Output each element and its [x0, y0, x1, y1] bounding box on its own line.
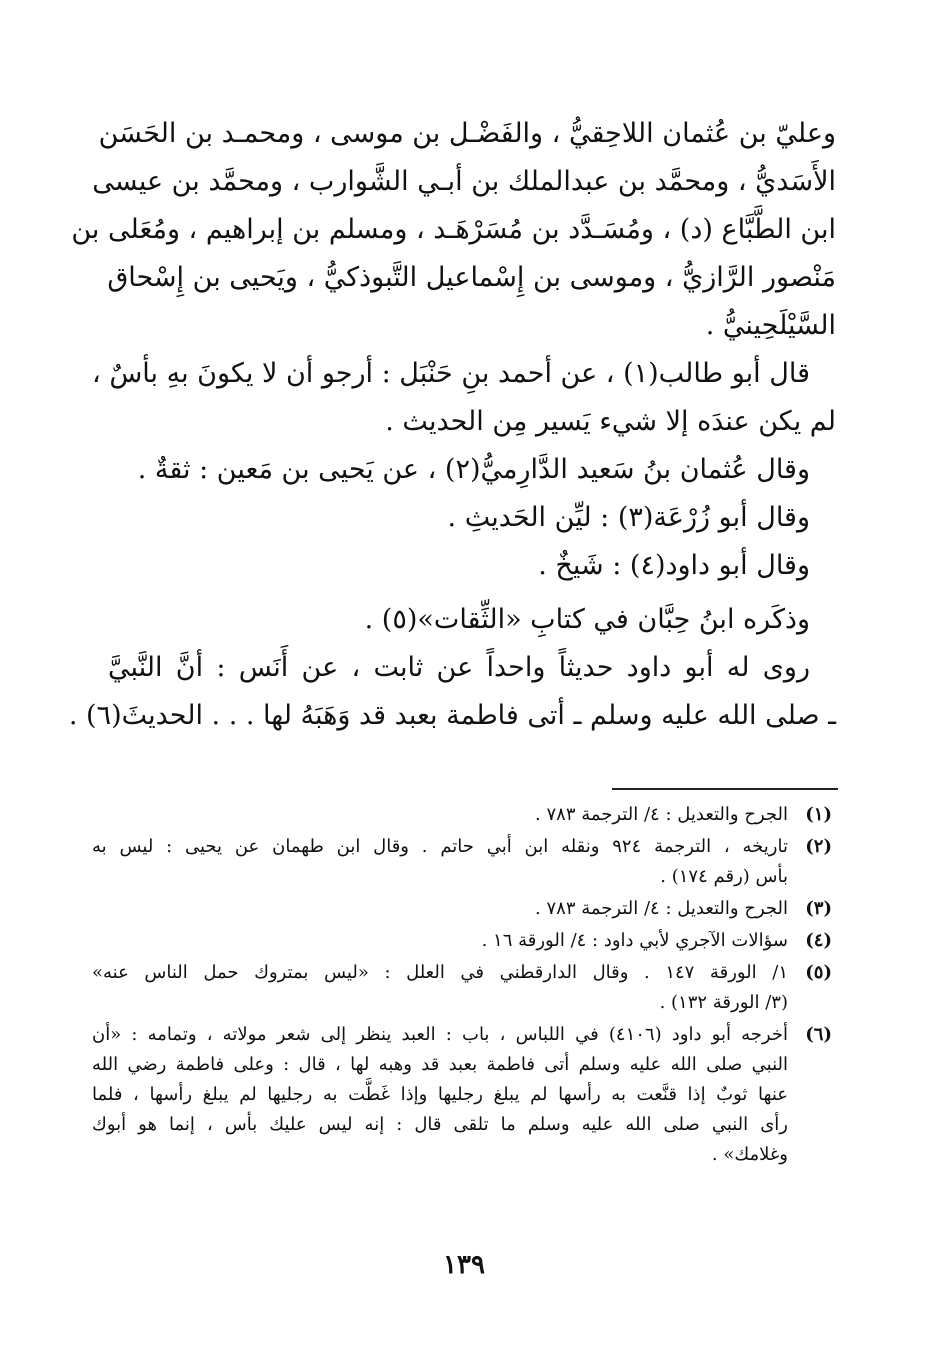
footnote	[92, 832, 832, 892]
paragraph-abu-dawud: وقال أبو داود(٤) : شَيخٌ .	[538, 550, 810, 581]
text-line: لم يكن عندَه إلا شيء يَسير مِن الحديث .	[385, 406, 836, 437]
footnote	[92, 1020, 832, 1170]
footnote-number: (٥)	[805, 962, 832, 983]
footnote-line: تاريخه ، الترجمة ٩٢٤ ونقله ابن أبي حاتم . وقال ابن طهمان عن يحيى : ليس به	[92, 836, 788, 857]
paragraph-hadith	[68, 644, 836, 740]
footnote-number: (٢)	[805, 836, 832, 857]
footnote	[92, 800, 832, 830]
footnote-line: أخرجه أبو داود (٤١٠٦) في اللباس ، باب : العبد ينظر إلى شعر مولاته ، وتمامه : «أن	[92, 1024, 788, 1045]
footnote-line: وغلامك» .	[711, 1144, 788, 1165]
footnote-number: (٣)	[805, 898, 832, 919]
paragraph-darimi: وقال عُثمان بنُ سَعيد الدَّارِميُّ(٢) ، عن يَحيى بن مَعين : ثقةٌ .	[137, 454, 810, 485]
footnotes	[92, 800, 832, 1172]
footnote-line: بأس (رقم ١٧٤) .	[660, 866, 788, 887]
footnote-line: الجرح والتعديل : ٤/ الترجمة ٧٨٣ .	[535, 898, 788, 919]
footnote-separator	[612, 788, 838, 790]
footnote-number: (١)	[805, 804, 832, 825]
text-line: مَنْصور الرَّازيُّ ، وموسى بن إِسْماعيل التَّبوذكيُّ ، ويَحيى بن إِسْحاق	[107, 262, 836, 293]
text-line: السَّيْلَحِينيُّ .	[705, 310, 836, 341]
text-line: ـ صلى الله عليه وسلم ـ أتى فاطمة بعبد قد وَهَبَهُ لها . . . الحديثَ(٦) .	[68, 700, 836, 731]
footnote-line: ١/ الورقة ١٤٧ . وقال الدارقطني في العلل : «ليس بمتروك حمل الناس عنه»	[92, 962, 788, 983]
footnote	[92, 958, 832, 1018]
main-text	[68, 110, 836, 740]
paragraph-narrators	[71, 110, 836, 350]
text-line: الأَسَديُّ ، ومحمَّد بن عبدالملك بن أبـي الشَّوارب ، ومحمَّد بن عيسى	[92, 166, 836, 197]
footnote-line: الجرح والتعديل : ٤/ الترجمة ٧٨٣ .	[535, 804, 788, 825]
paragraph-ibn-hibban: وذكَره ابنُ حِبَّان في كتابِ «الثِّقات»(٥) .	[364, 604, 810, 635]
footnote-line: عنها ثوبٌ إذا قنَّعت به رأسها لم يبلغ رجليها وإذا غَطَّت به رجليها لم يبلغ رأسها ، فلما	[92, 1084, 788, 1105]
footnote-number: (٤)	[805, 930, 832, 951]
footnote-number: (٦)	[805, 1024, 832, 1045]
footnote-line: رأى النبي صلى الله عليه وسلم ما تلقى قال : إنه ليس عليك بأس ، إنما هو أبوك	[92, 1114, 788, 1135]
footnote-line: سؤالات الآجري لأبي داود : ٤/ الورقة ١٦ .	[481, 930, 788, 951]
text-line: وعليّ بن عُثمان اللاحِقيُّ ، والفَضْـل بن موسى ، ومحمـد بن الحَسَن	[98, 118, 836, 149]
text-line: ابن الطَّبَّاع (د) ، ومُسَـدَّد بن مُسَرْهَـد ، ومسلم بن إبراهيم ، ومُعَلى بن	[71, 214, 836, 245]
footnote-line: النبي صلى الله عليه وسلم أتى فاطمة بعبد قد وهبه لها ، قال : وعلى فاطمة رضي الله	[92, 1054, 788, 1075]
footnote	[92, 894, 832, 924]
text-line: روى له أبو داود حديثاً واحداً عن ثابت ، عن أَنَس : أنَّ النَّبيَّ	[108, 652, 810, 683]
footnote-line: (٣/ الورقة ١٣٢) .	[659, 992, 788, 1013]
text-line: قال أبو طالب(١) ، عن أحمد بنِ حَنْبَل : أرجو أن لا يكونَ بهِ بأسٌ ،	[92, 358, 810, 389]
page-number: ١٣٩	[443, 1250, 485, 1280]
footnote	[92, 926, 832, 956]
paragraph-abu-zura: وقال أبو زُرْعَة(٣) : ليِّن الحَديثِ .	[447, 502, 810, 533]
paragraph-abu-talib	[92, 350, 836, 446]
